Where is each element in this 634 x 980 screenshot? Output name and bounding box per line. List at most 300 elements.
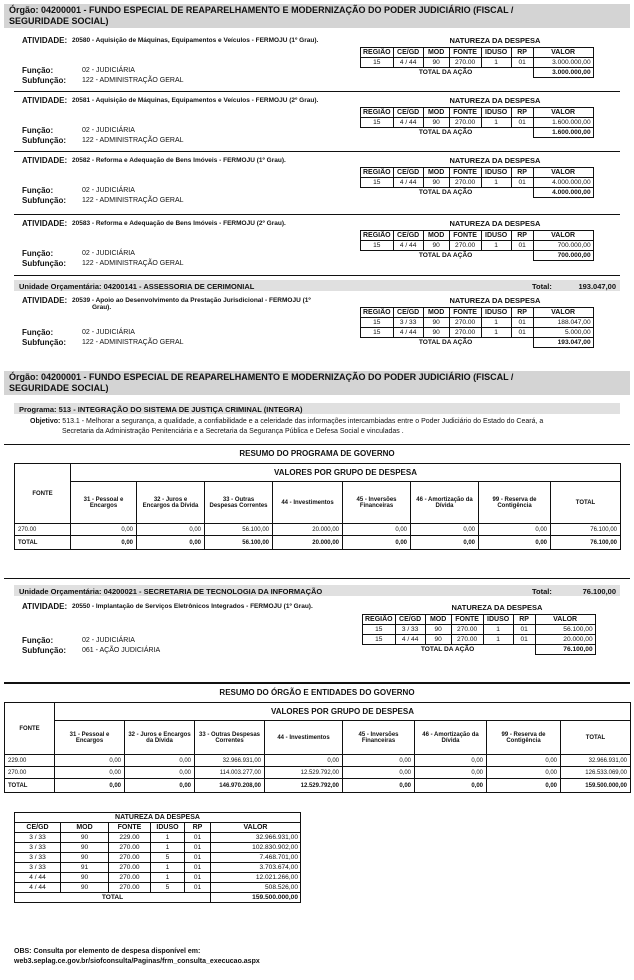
programa-label: Programa: 513 - INTEGRAÇÃO DO SISTEMA DE JUSTIÇA CRIMINAL (INTEGRA): [19, 405, 303, 414]
natureza-col-header: REGIÃO: [361, 231, 394, 241]
resumo-subtitle: VALORES POR GRUPO DE DESPESA: [71, 464, 621, 482]
resumo-total-cell: 76.100,00: [551, 536, 621, 550]
natureza-cell: 3 / 33: [395, 625, 425, 635]
resumo-cell: 229.00: [5, 755, 55, 767]
resumo-cell: 0,00: [487, 755, 561, 767]
resumo-col-header: 31 - Pessoal e Encargos: [55, 721, 125, 755]
natureza-final-cell: 91: [61, 863, 109, 873]
atividade-block: [22, 96, 622, 152]
subfuncao-label: Subfunção:: [22, 646, 66, 655]
natureza-final-col: VALOR: [211, 823, 301, 833]
natureza-final-cell: 270.00: [109, 843, 151, 853]
subfuncao-label: Subfunção:: [22, 136, 66, 145]
natureza-cell: 1: [481, 241, 511, 251]
total-acao-label: TOTAL DA AÇÃO: [418, 129, 473, 137]
funcao-label: Função:: [22, 249, 54, 258]
resumo-cell: 0,00: [265, 755, 343, 767]
subfuncao-label: Subfunção:: [22, 338, 66, 347]
natureza-final-cell: 5: [151, 883, 185, 893]
resumo-total-cell: 0,00: [343, 536, 411, 550]
obs-line1: OBS: Consulta por elemento de despesa disponível em:: [14, 948, 201, 955]
natureza-cell: 15: [361, 318, 394, 328]
atividade-cerimonial: [22, 296, 622, 364]
natureza-col-header: IDUSO: [481, 231, 511, 241]
natureza-final-row: [15, 843, 301, 853]
natureza-cell: 4 / 44: [393, 58, 423, 68]
natureza-table: [360, 167, 594, 198]
resumo-total-cell: 0,00: [71, 536, 137, 550]
natureza-final-col: IDUSO: [151, 823, 185, 833]
natureza-final-col: MOD: [61, 823, 109, 833]
natureza-cell: 1: [483, 635, 513, 645]
natureza-final-table: [14, 812, 301, 903]
natureza-cell: 56.100,00: [535, 625, 595, 635]
natureza-caption: NATUREZA DA DESPESA: [449, 296, 541, 305]
resumo-cell: 20.000,00: [273, 524, 343, 536]
natureza-table: [362, 614, 596, 655]
natureza-final-total: 159.500.000,00: [211, 893, 301, 903]
atividade-label: ATIVIDADE:: [22, 602, 68, 611]
natureza-caption: NATUREZA DA DESPESA: [449, 96, 541, 105]
natureza-cell: 3.000.000,00: [533, 58, 593, 68]
resumo-col-header: 44 - Investimentos: [265, 721, 343, 755]
natureza-final-row: [15, 863, 301, 873]
atividade-block: [22, 36, 622, 92]
resumo-row: [5, 755, 631, 767]
resumo-cell: 0,00: [411, 524, 479, 536]
natureza-cell: 15: [361, 178, 394, 188]
natureza-col-header: MOD: [423, 168, 449, 178]
resumo-total-cell: 0,00: [125, 779, 195, 793]
total-acao-value: 4.000.000,00: [533, 188, 593, 198]
funcao-value: 02 - JUDICIÁRIA: [82, 67, 135, 74]
natureza-final-row: [15, 833, 301, 843]
resumo-cell: 0,00: [479, 524, 551, 536]
subfuncao-value: 122 - ADMINISTRAÇÃO GERAL: [82, 260, 184, 267]
natureza-caption: NATUREZA DA DESPESA: [449, 219, 541, 228]
resumo-cell: 270.00: [5, 767, 55, 779]
natureza-col-header: CE/GD: [393, 231, 423, 241]
natureza-col-header: VALOR: [533, 308, 593, 318]
resumo-total-cell: 159.500.000,00: [561, 779, 631, 793]
natureza-final-cell: 01: [185, 853, 211, 863]
natureza-final-cell: 508.526,00: [211, 883, 301, 893]
resumo-total-cell: 0,00: [411, 536, 479, 550]
natureza-final-cell: 01: [185, 833, 211, 843]
natureza-final-cell: 3 / 33: [15, 843, 61, 853]
natureza-cell: 4 / 44: [395, 635, 425, 645]
orgao-header: [4, 4, 630, 28]
funcao-value: 02 - JUDICIÁRIA: [82, 250, 135, 257]
unidade-ti-label: Unidade Orçamentária: 04200021 - SECRETARIA DE TECNOLOGIA DA INFORMAÇÃO: [19, 587, 323, 596]
natureza-col-header: CE/GD: [393, 108, 423, 118]
natureza-row: [363, 625, 596, 635]
natureza-col-header: RP: [511, 231, 533, 241]
natureza-cell: 270.00: [449, 241, 481, 251]
natureza-final-cell: 01: [185, 843, 211, 853]
resumo-cell: 126.533.069,00: [561, 767, 631, 779]
funcao-label: Função:: [22, 636, 54, 645]
natureza-col-header: IDUSO: [481, 308, 511, 318]
natureza-col-header: RP: [511, 168, 533, 178]
resumo-col-header: 33 - Outras Despesas Correntes: [205, 482, 273, 524]
natureza-col-header: FONTE: [449, 231, 481, 241]
natureza-col-header: MOD: [423, 308, 449, 318]
orgao-header-line1: Órgão: 04200001 - FUNDO ESPECIAL DE REAPARELHAMENTO E MODERNIZAÇÃO DO PODER JUDICIÁRIO (FISCAL /: [9, 5, 514, 15]
natureza-col-header: REGIÃO: [361, 48, 394, 58]
resumo-cell: 0,00: [55, 767, 125, 779]
resumo-total-row: [5, 779, 631, 793]
resumo-subtitle: VALORES POR GRUPO DE DESPESA: [55, 703, 631, 721]
atividade-label: ATIVIDADE:: [22, 296, 68, 305]
unidade-ti-total-label: Total:: [532, 587, 552, 596]
natureza-final-cell: 90: [61, 843, 109, 853]
natureza-col-header: REGIÃO: [361, 308, 394, 318]
resumo-cell: 56.100,00: [205, 524, 273, 536]
unidade-ti: [14, 585, 620, 596]
natureza-cell: 01: [511, 328, 533, 338]
objetivo: [30, 417, 626, 437]
natureza-cell: 20.000,00: [535, 635, 595, 645]
natureza-cell: 01: [511, 318, 533, 328]
natureza-cell: 270.00: [451, 635, 483, 645]
resumo-cell: 0,00: [55, 755, 125, 767]
funcao-label: Função:: [22, 186, 54, 195]
natureza-col-header: FONTE: [449, 168, 481, 178]
natureza-col-header: IDUSO: [481, 168, 511, 178]
resumo-cell: 0,00: [71, 524, 137, 536]
natureza-final-cell: 3 / 33: [15, 833, 61, 843]
natureza-col-header: FONTE: [451, 615, 483, 625]
natureza-col-header: VALOR: [535, 615, 595, 625]
subfuncao-value: 122 - ADMINISTRAÇÃO GERAL: [82, 339, 184, 346]
resumo-cell: 114.003.277,00: [195, 767, 265, 779]
natureza-final-cell: 5: [151, 853, 185, 863]
natureza-row: [361, 318, 594, 328]
natureza-final-cell: 4 / 44: [15, 883, 61, 893]
resumo-total-cell: 0,00: [137, 536, 205, 550]
natureza-cell: 4.000.000,00: [533, 178, 593, 188]
funcao-label: Função:: [22, 66, 54, 75]
total-acao-label: TOTAL DA AÇÃO: [418, 69, 473, 77]
resumo-col-header: 33 - Outras Despesas Correntes: [195, 721, 265, 755]
atividade-block: [22, 219, 622, 275]
natureza-col-header: VALOR: [533, 108, 593, 118]
resumo-cell: 0,00: [125, 755, 195, 767]
total-acao-label: TOTAL DA AÇÃO: [418, 189, 473, 197]
natureza-final-col: FONTE: [109, 823, 151, 833]
natureza-cell: 15: [361, 58, 394, 68]
natureza-caption: NATUREZA DA DESPESA: [451, 603, 543, 612]
objetivo-line2: Secretaria da Administração Penitenciária e a Secretaria da Segurança Pública e Defesa Social e vinculadas .: [62, 428, 404, 435]
funcao-value: 02 - JUDICIÁRIA: [82, 329, 135, 336]
natureza-cell: 270.00: [449, 178, 481, 188]
resumo-total-cell: 0,00: [487, 779, 561, 793]
natureza-col-header: IDUSO: [481, 48, 511, 58]
funcao-label: Função:: [22, 126, 54, 135]
natureza-cell: 90: [425, 635, 451, 645]
natureza-final-col: CE/GD: [15, 823, 61, 833]
funcao-value: 02 - JUDICIÁRIA: [82, 637, 135, 644]
resumo-cell: 32.966.931,00: [195, 755, 265, 767]
resumo-col-header: 99 - Reserva de Contigência: [479, 482, 551, 524]
funcao-value: 02 - JUDICIÁRIA: [82, 127, 135, 134]
natureza-table: [360, 307, 594, 348]
natureza-col-header: VALOR: [533, 48, 593, 58]
unidade-cerimonial-label: Unidade Orçamentária: 04200141 - ASSESSORIA DE CERIMONIAL: [19, 282, 255, 291]
natureza-col-header: CE/GD: [393, 168, 423, 178]
resumo-total-cell: TOTAL: [15, 536, 71, 550]
natureza-col-header: VALOR: [533, 168, 593, 178]
natureza-cell: 188.047,00: [533, 318, 593, 328]
unidade-cerimonial-total-label: Total:: [532, 282, 552, 291]
resumo-total-cell: 12.529.792,00: [265, 779, 343, 793]
orgao-header-2: [4, 371, 630, 395]
natureza-cell: 01: [511, 118, 533, 128]
natureza-cell: 15: [363, 625, 396, 635]
resumo-total-cell: 0,00: [55, 779, 125, 793]
orgao-header-2-line2: SEGURIDADE SOCIAL): [9, 383, 109, 393]
unidade-ti-total: 76.100,00: [582, 587, 616, 596]
natureza-cell: 15: [363, 635, 396, 645]
resumo-total-cell: 56.100,00: [205, 536, 273, 550]
resumo-total-cell: 20.000,00: [273, 536, 343, 550]
natureza-final-cell: 3 / 33: [15, 853, 61, 863]
natureza-cell: 1.600.000,00: [533, 118, 593, 128]
natureza-row: [361, 241, 594, 251]
natureza-cell: 700.000,00: [533, 241, 593, 251]
total-acao-value: 193.047,00: [533, 338, 593, 348]
natureza-col-header: MOD: [425, 615, 451, 625]
resumo-total-cell: 0,00: [415, 779, 487, 793]
resumo-table: [4, 702, 631, 793]
natureza-cell: 90: [423, 178, 449, 188]
natureza-cell: 5.000,00: [533, 328, 593, 338]
natureza-final-cell: 12.021.266,00: [211, 873, 301, 883]
subfuncao-label: Subfunção:: [22, 259, 66, 268]
natureza-final-cell: 1: [151, 833, 185, 843]
atividade-block: [22, 156, 622, 212]
resumo-total-row: [15, 536, 621, 550]
resumo-cell: 0,00: [487, 767, 561, 779]
subfuncao-value: 122 - ADMINISTRAÇÃO GERAL: [82, 137, 184, 144]
natureza-col-header: FONTE: [449, 308, 481, 318]
unidade-cerimonial: [14, 280, 620, 291]
resumo-col-header: 46 - Amortização da Dívida: [415, 721, 487, 755]
natureza-col-header: RP: [511, 48, 533, 58]
resumo-col-header: 45 - Inversões Financeiras: [343, 482, 411, 524]
resumo-fonte-header: FONTE: [15, 464, 71, 524]
resumo-total-cell: 0,00: [479, 536, 551, 550]
total-acao-value: 76.100,00: [535, 645, 595, 655]
resumo-col-header: 32 - Juros e Encargos da Dívida: [137, 482, 205, 524]
natureza-cell: 01: [513, 635, 535, 645]
resumo-col-header: 99 - Reserva de Contigência: [487, 721, 561, 755]
atividade-code: 20581 - Aquisição de Máquinas, Equipamentos e Veículos - FERMOJU (2º Grau).: [72, 97, 319, 104]
natureza-caption: NATUREZA DA DESPESA: [449, 156, 541, 165]
resumo-col-header: 32 - Juros e Encargos da Dívida: [125, 721, 195, 755]
resumo-total-cell: TOTAL: [5, 779, 55, 793]
total-acao-value: 1.600.000,00: [533, 128, 593, 138]
natureza-row: [363, 635, 596, 645]
natureza-final-row: [15, 883, 301, 893]
resumo-cell: 12.529.792,00: [265, 767, 343, 779]
resumo-cell: 0,00: [415, 767, 487, 779]
subfuncao-label: Subfunção:: [22, 76, 66, 85]
natureza-cell: 01: [511, 241, 533, 251]
natureza-col-header: REGIÃO: [363, 615, 396, 625]
natureza-final-cell: 90: [61, 873, 109, 883]
resumo-cell: 0,00: [343, 524, 411, 536]
natureza-final-cell: 7.468.701,00: [211, 853, 301, 863]
natureza-final-col: RP: [185, 823, 211, 833]
natureza-cell: 4 / 44: [393, 328, 423, 338]
natureza-cell: 01: [511, 178, 533, 188]
resumo-cell: 0,00: [137, 524, 205, 536]
natureza-cell: 1: [483, 625, 513, 635]
total-acao-label: TOTAL DA AÇÃO: [418, 252, 473, 260]
total-acao-value: 3.000.000,00: [533, 68, 593, 78]
natureza-table: [360, 230, 594, 261]
natureza-final-row: [15, 853, 301, 863]
resumo-col-header: TOTAL: [561, 721, 631, 755]
natureza-cell: 4 / 44: [393, 118, 423, 128]
natureza-final-cell: 3 / 33: [15, 863, 61, 873]
natureza-caption: NATUREZA DA DESPESA: [449, 36, 541, 45]
natureza-cell: 1: [481, 328, 511, 338]
natureza-cell: 1: [481, 58, 511, 68]
natureza-col-header: CE/GD: [395, 615, 425, 625]
natureza-cell: 90: [423, 241, 449, 251]
resumo-col-header: TOTAL: [551, 482, 621, 524]
natureza-final-cell: 1: [151, 863, 185, 873]
total-acao-label: TOTAL DA AÇÃO: [420, 646, 475, 654]
resumo-col-header: 45 - Inversões Financeiras: [343, 721, 415, 755]
obs-line2: web3.seplag.ce.gov.br/siofconsulta/Paginas/frm_consulta_execucao.aspx: [14, 958, 260, 965]
natureza-final-cell: 90: [61, 883, 109, 893]
orgao-header-2-line1: Órgão: 04200001 - FUNDO ESPECIAL DE REAPARELHAMENTO E MODERNIZAÇÃO DO PODER JUDICIÁRIO (FISCAL /: [9, 372, 514, 382]
natureza-cell: 270.00: [451, 625, 483, 635]
resumo-fonte-header: FONTE: [5, 703, 55, 755]
natureza-col-header: IDUSO: [483, 615, 513, 625]
natureza-final-cell: 32.966.931,00: [211, 833, 301, 843]
atividade-code: 20583 - Reforma e Adequação de Bens Imóveis - FERMOJU (2º Grau).: [72, 220, 286, 227]
natureza-col-header: VALOR: [533, 231, 593, 241]
total-acao-value: 700.000,00: [533, 251, 593, 261]
natureza-cell: 90: [425, 625, 451, 635]
natureza-final-cell: 4 / 44: [15, 873, 61, 883]
atividade-code: 20550 - Implantação de Serviços Eletrônicos Integrados - FERMOJU (1º Grau).: [72, 603, 313, 610]
objetivo-label: Objetivo:: [30, 418, 61, 425]
atividade-label: ATIVIDADE:: [22, 219, 68, 228]
atividade-label: ATIVIDADE:: [22, 36, 68, 45]
natureza-cell: 15: [361, 241, 394, 251]
natureza-cell: 270.00: [449, 328, 481, 338]
natureza-col-header: RP: [513, 615, 535, 625]
resumo-cell: 0,00: [125, 767, 195, 779]
atividade-code-l1: 20539 - Apoio ao Desenvolvimento da Prestação Jurisdicional - FERMOJU (1º: [72, 297, 311, 304]
funcao-value: 02 - JUDICIÁRIA: [82, 187, 135, 194]
natureza-final-cell: 229.00: [109, 833, 151, 843]
subfuncao-value: 122 - ADMINISTRAÇÃO GERAL: [82, 77, 184, 84]
natureza-col-header: FONTE: [449, 108, 481, 118]
natureza-table: [360, 47, 594, 78]
natureza-cell: 270.00: [449, 58, 481, 68]
natureza-cell: 4 / 44: [393, 241, 423, 251]
atividade-ti: [22, 602, 622, 670]
natureza-col-header: CE/GD: [393, 308, 423, 318]
objetivo-line1: 513.1 - Melhorar a segurança, a qualidade, a confiabilidade e a celeridade das informações intercambiadas entre o Poder Judiciário do Estado do Ceará, a: [62, 418, 544, 425]
resumo-cell: 0,00: [415, 755, 487, 767]
resumo-cell: 270.00: [15, 524, 71, 536]
natureza-final-cell: 102.830.902,00: [211, 843, 301, 853]
natureza-final-total-label: TOTAL: [15, 893, 211, 903]
natureza-col-header: REGIÃO: [361, 168, 394, 178]
natureza-row: [361, 328, 594, 338]
natureza-col-header: MOD: [423, 231, 449, 241]
resumo-col-header: 31 - Pessoal e Encargos: [71, 482, 137, 524]
natureza-final-cell: 90: [61, 853, 109, 863]
natureza-cell: 1: [481, 178, 511, 188]
natureza-cell: 01: [513, 625, 535, 635]
natureza-table: [360, 107, 594, 138]
natureza-col-header: REGIÃO: [361, 108, 394, 118]
resumo-col-header: 46 - Amortização da Dívida: [411, 482, 479, 524]
orgao-header-line2: SEGURIDADE SOCIAL): [9, 16, 109, 26]
natureza-col-header: FONTE: [449, 48, 481, 58]
natureza-final-cell: 1: [151, 843, 185, 853]
resumo-row: [15, 524, 621, 536]
natureza-final-title: NATUREZA DA DESPESA: [15, 813, 301, 823]
natureza-final-cell: 1: [151, 873, 185, 883]
natureza-cell: 1: [481, 118, 511, 128]
unidade-cerimonial-total: 193.047,00: [578, 282, 616, 291]
natureza-final-cell: 90: [61, 833, 109, 843]
natureza-col-header: CE/GD: [393, 48, 423, 58]
natureza-cell: 270.00: [449, 118, 481, 128]
natureza-col-header: MOD: [423, 48, 449, 58]
natureza-final-row: [15, 873, 301, 883]
natureza-cell: 90: [423, 58, 449, 68]
resumo-cell: 32.966.931,00: [561, 755, 631, 767]
subfuncao-value: 122 - ADMINISTRAÇÃO GERAL: [82, 197, 184, 204]
natureza-final-cell: 270.00: [109, 883, 151, 893]
total-acao-label: TOTAL DA AÇÃO: [418, 339, 473, 347]
natureza-cell: 15: [361, 328, 394, 338]
resumo-col-header: 44 - Investimentos: [273, 482, 343, 524]
resumo-cell: 0,00: [343, 767, 415, 779]
atividade-label: ATIVIDADE:: [22, 96, 68, 105]
natureza-row: [361, 58, 594, 68]
resumo-orgao-title: RESUMO DO ÓRGÃO E ENTIDADES DO GOVERNO: [219, 688, 415, 697]
atividade-label: ATIVIDADE:: [22, 156, 68, 165]
natureza-cell: 3 / 33: [393, 318, 423, 328]
natureza-final-cell: 01: [185, 883, 211, 893]
atividade-code-l2: Grau).: [92, 304, 112, 311]
subfuncao-label: Subfunção:: [22, 196, 66, 205]
natureza-final-cell: 3.703.674,00: [211, 863, 301, 873]
resumo-table: [14, 463, 621, 550]
natureza-cell: 01: [511, 58, 533, 68]
natureza-col-header: RP: [511, 308, 533, 318]
natureza-row: [361, 118, 594, 128]
obs: [14, 947, 260, 967]
resumo-row: [5, 767, 631, 779]
natureza-cell: 1: [481, 318, 511, 328]
natureza-final-cell: 270.00: [109, 873, 151, 883]
natureza-final-cell: 01: [185, 863, 211, 873]
natureza-final-cell: 01: [185, 873, 211, 883]
